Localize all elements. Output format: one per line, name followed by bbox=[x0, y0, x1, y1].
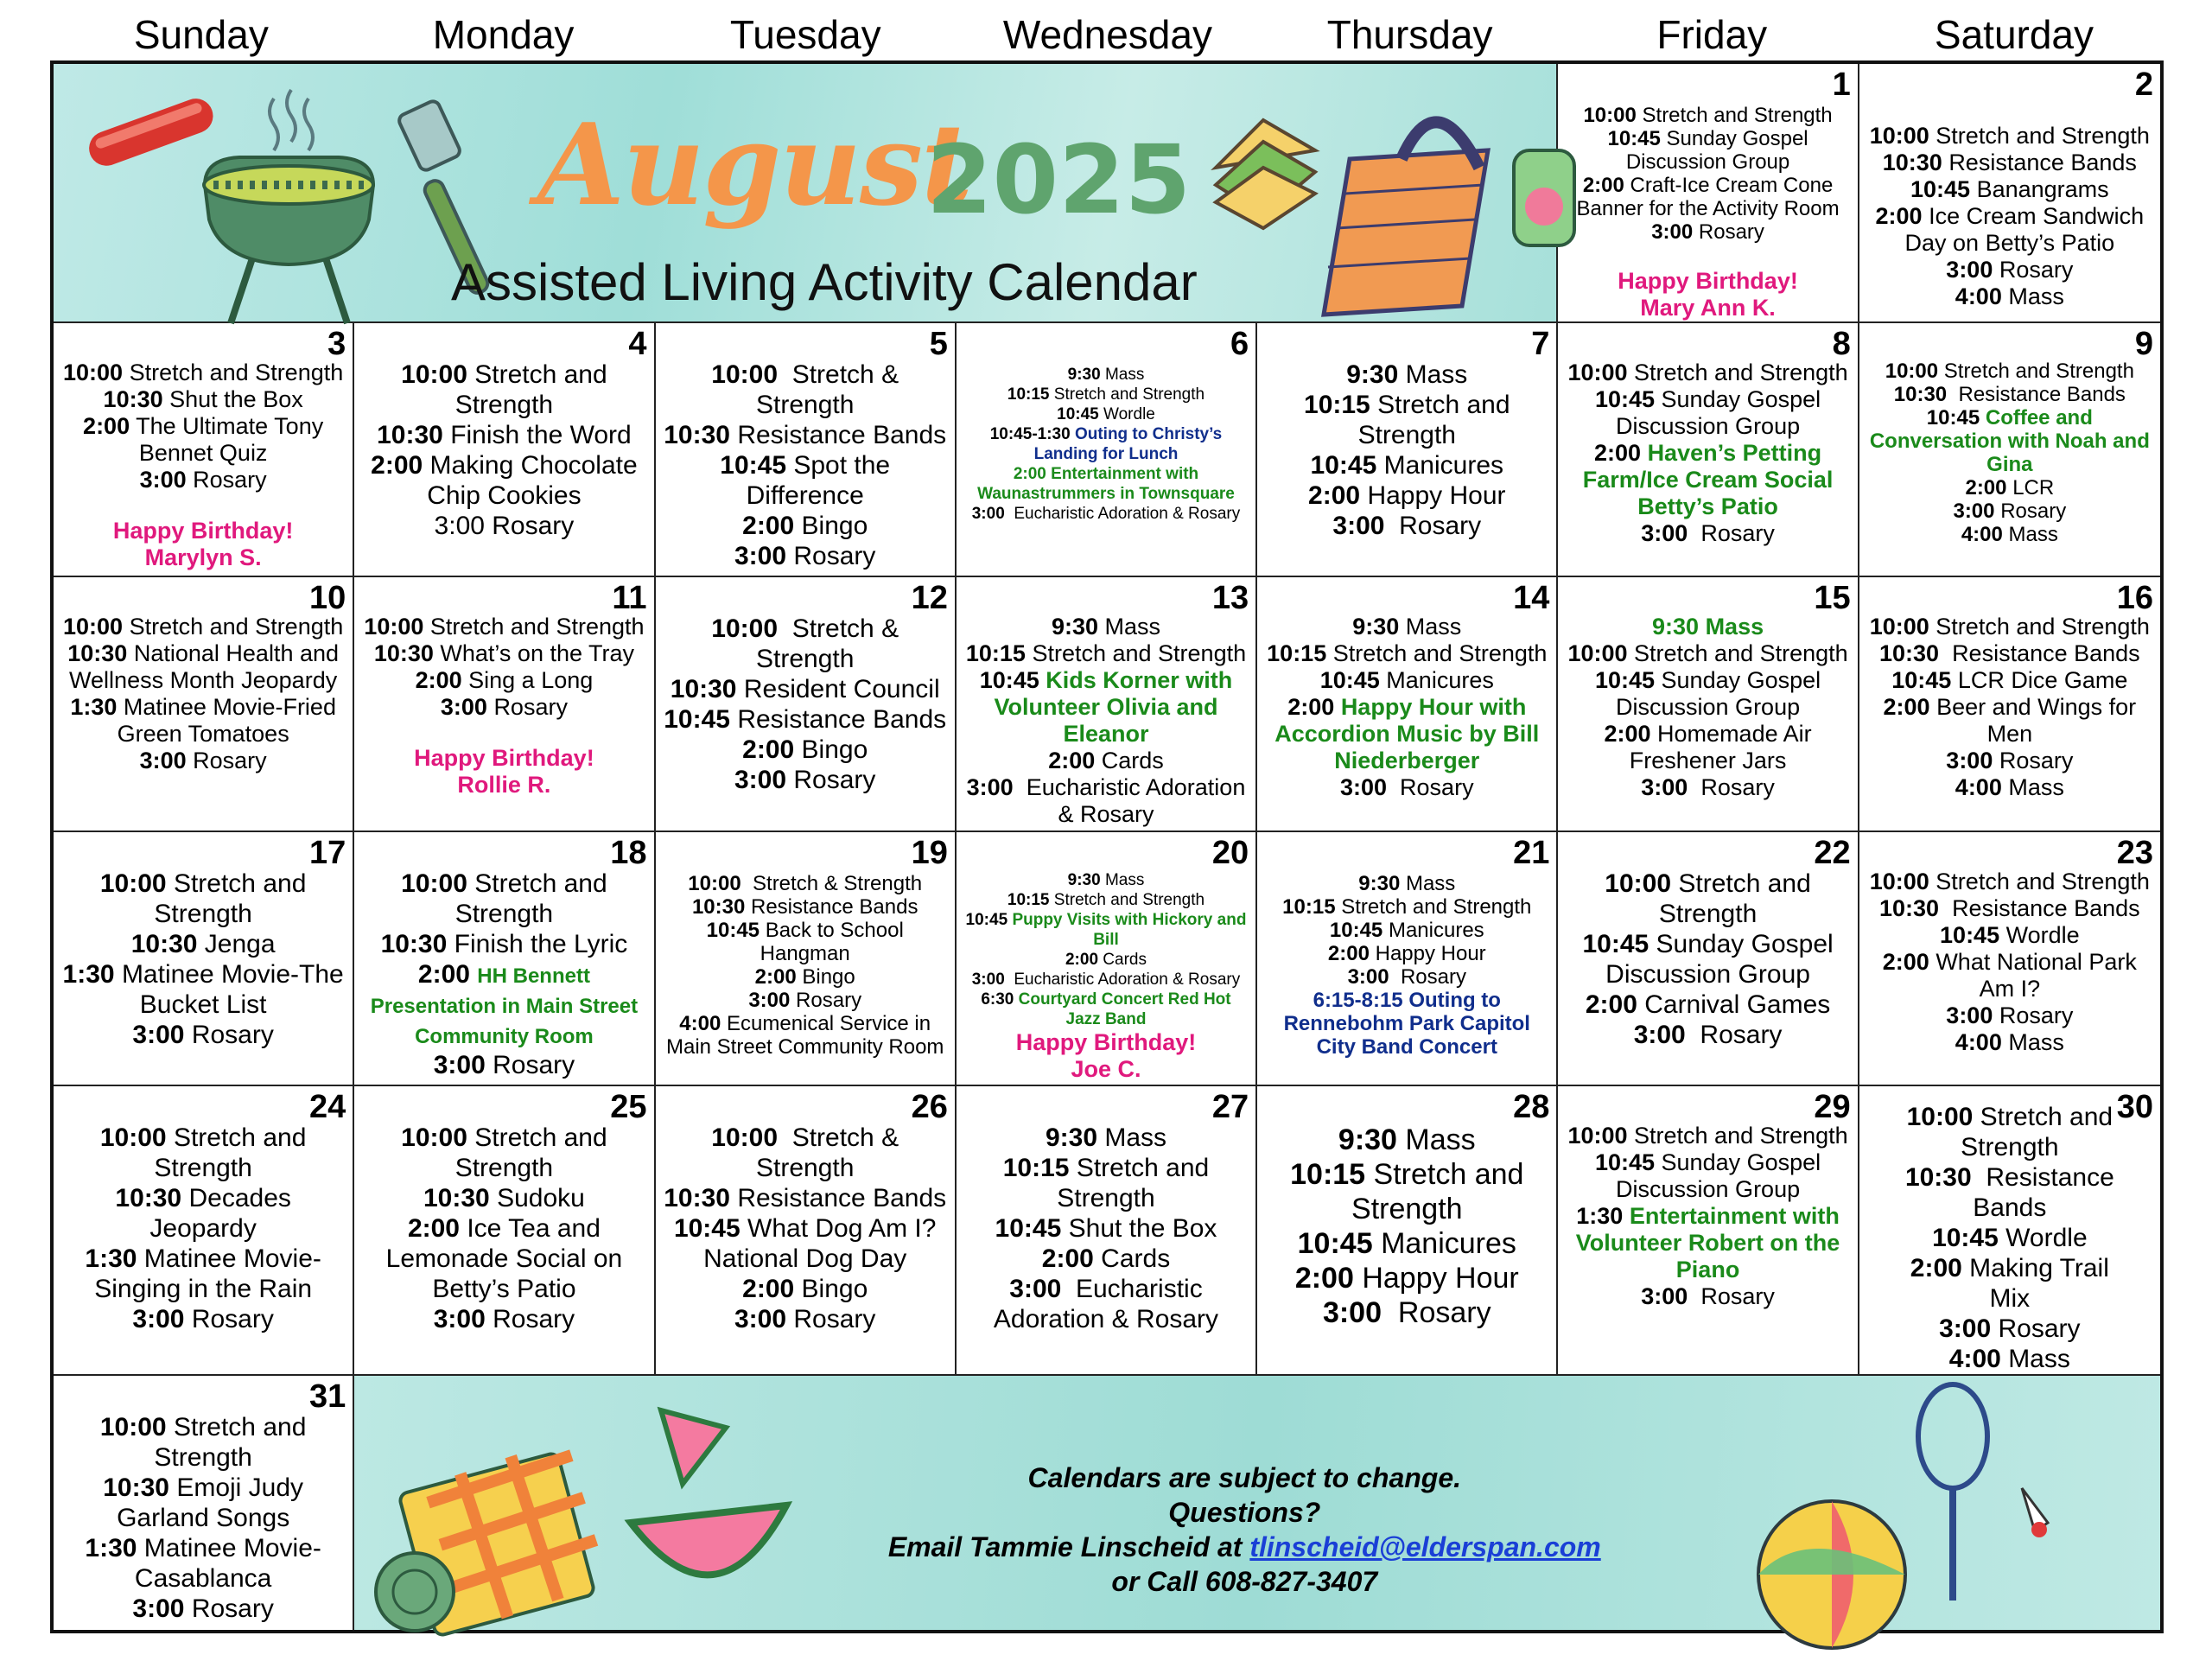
day-cell-31: 31 10:00 Stretch and Strength 10:30 Emoji Judy Garland Songs 1:30 Matinee Movie-Casablanca 3:00 Rosary bbox=[54, 1376, 354, 1630]
day-cell-1: 1 10:00 Stretch and Strength 10:45 Sunday Gospel Discussion Group 2:00 Craft-Ice Cream Cone Banner for the Activity Room 3:00 Rosary Happy Birthday! Mary Ann K. bbox=[1558, 64, 1859, 323]
banner-year: 2025 bbox=[926, 124, 1192, 235]
day-cell-23: 23 10:00 Stretch and Strength 10:30 Resistance Bands 10:45 Wordle 2:00 What National Park Am I? 3:00 Rosary 4:00 Mass bbox=[1859, 832, 2160, 1086]
day-cell-25: 25 10:00 Stretch and Strength 10:30 Sudoku 2:00 Ice Tea and Lemonade Social on Betty’s Patio 3:00 Rosary bbox=[354, 1086, 655, 1376]
day-number: 28 bbox=[1513, 1088, 1550, 1125]
day-cell-14: 14 9:30 Mass 10:15 Stretch and Strength 10:45 Manicures 2:00 Happy Hour with Accordion Music by Bill Niederberger 3:00 Rosary bbox=[1257, 577, 1558, 831]
day-cell-4: 4 10:00 Stretch and Strength 10:30 Finish the Word 2:00 Making Chocolate Chip Cookies 3:00 Rosary bbox=[354, 323, 655, 577]
birthday-name: Rollie R. bbox=[457, 772, 551, 799]
day-number: 9 bbox=[2134, 326, 2153, 362]
day-number: 24 bbox=[309, 1088, 346, 1125]
day-number: 25 bbox=[610, 1088, 647, 1125]
day-number: 18 bbox=[610, 834, 647, 871]
day-number: 16 bbox=[2116, 580, 2153, 617]
day-cell-19: 19 10:00 Stretch & Strength 10:30 Resistance Bands 10:45 Back to School Hangman 2:00 Bingo 3:00 Rosary 4:00 Ecumenical Service in Main Street Community Room bbox=[656, 832, 957, 1086]
day-number: 19 bbox=[911, 834, 948, 871]
day-number: 7 bbox=[1531, 326, 1550, 362]
sandwich-icon bbox=[1216, 120, 1315, 228]
banner-subtitle: Assisted Living Activity Calendar bbox=[451, 253, 1198, 311]
birthday-label: Happy Birthday! bbox=[414, 745, 594, 772]
weekday-monday: Monday bbox=[432, 12, 575, 57]
day-number: 17 bbox=[309, 834, 346, 871]
day-cell-7: 7 9:30 Mass 10:15 Stretch and Strength 10:45 Manicures 2:00 Happy Hour 3:00 Rosary bbox=[1257, 323, 1558, 577]
badminton-racket-icon bbox=[1918, 1384, 1987, 1601]
day-cell-20: 20 9:30 Mass 10:15 Stretch and Strength 10:45 Puppy Visits with Hickory and Bill 2:00 Cards 3:00 Eucharistic Adoration & Rosary 6:30 Courtyard Concert Red Hot Jazz Band Happy Birthday! Joe C. bbox=[957, 832, 1257, 1086]
weekday-tuesday: Tuesday bbox=[729, 12, 881, 57]
day-number: 14 bbox=[1513, 580, 1550, 617]
birthday-name: Joe C. bbox=[1071, 1055, 1141, 1082]
day-number: 10 bbox=[309, 580, 346, 617]
birthday-label: Happy Birthday! bbox=[1015, 1028, 1197, 1055]
weekday-header bbox=[50, 7, 2165, 59]
day-cell-10: 10 10:00 Stretch and Strength 10:30 National Health and Wellness Month Jeopardy 1:30 Matinee Movie-Fried Green Tomatoes 3:00 Rosary bbox=[54, 577, 354, 831]
calendar-grid bbox=[50, 60, 2164, 1633]
watermelon-slice-icon bbox=[631, 1410, 786, 1575]
beach-ball-icon bbox=[1758, 1501, 1905, 1648]
day-cell-28: 28 9:30 Mass 10:15 Stretch and Strength 10:45 Manicures 2:00 Happy Hour 3:00 Rosary bbox=[1257, 1086, 1558, 1376]
email-link[interactable]: tlinscheid@elderspan.com bbox=[1249, 1531, 1601, 1562]
day-cell-12: 12 10:00 Stretch & Strength 10:30 Resident Council 10:45 Resistance Bands 2:00 Bingo 3:00 Rosary bbox=[656, 577, 957, 831]
weekday-thursday: Thursday bbox=[1326, 12, 1493, 57]
day-number: 20 bbox=[1211, 834, 1249, 871]
day-cell-11: 11 10:00 Stretch and Strength 10:30 What’s on the Tray 2:00 Sing a Long 3:00 Rosary Happy Birthday! Rollie R. bbox=[354, 577, 655, 831]
day-cell-2: 2 10:00 Stretch and Strength 10:30 Resistance Bands 10:45 Banangrams 2:00 Ice Cream Sandwich Day on Betty’s Patio 3:00 Rosary 4:00 Mass bbox=[1859, 64, 2160, 323]
day-number: 30 bbox=[2116, 1088, 2153, 1125]
day-number: 4 bbox=[628, 326, 647, 362]
day-number: 12 bbox=[911, 580, 948, 617]
day-cell-8: 8 10:00 Stretch and Strength 10:45 Sunday Gospel Discussion Group 2:00 Haven’s Petting Farm/Ice Cream Social Betty’s Patio 3:00 Rosary bbox=[1558, 323, 1859, 577]
day-number: 8 bbox=[1832, 326, 1851, 362]
day-cell-6: 6 9:30 Mass 10:15 Stretch and Strength 10:45 Wordle 10:45-1:30 Outing to Christy’s Landing for Lunch 2:00 Entertainment with Waunastrummers in Townsquare 3:00 Eucharistic Adoration & Rosary bbox=[957, 323, 1257, 577]
day-number: 21 bbox=[1513, 834, 1550, 871]
birthday-label: Happy Birthday! bbox=[112, 518, 294, 544]
day-number: 6 bbox=[1230, 326, 1249, 362]
day-number: 15 bbox=[1814, 580, 1851, 617]
day-number: 13 bbox=[1211, 580, 1249, 617]
day-cell-16: 16 10:00 Stretch and Strength 10:30 Resistance Bands 10:45 LCR Dice Game 2:00 Beer and Wings for Men 3:00 Rosary 4:00 Mass bbox=[1859, 577, 2160, 831]
day-cell-30: 30 10:00 Stretch and Strength 10:30 Resistance Bands 10:45 Wordle 2:00 Making Trail Mix 3:00 Rosary 4:00 Mass bbox=[1859, 1086, 2160, 1376]
calendar-banner bbox=[54, 64, 1558, 323]
day-cell-26: 26 10:00 Stretch & Strength 10:30 Resistance Bands 10:45 What Dog Am I? National Dog Day 2:00 Bingo 3:00 Rosary bbox=[656, 1086, 957, 1376]
banner-month: August bbox=[537, 99, 972, 231]
weekday-sunday: Sunday bbox=[133, 12, 269, 57]
shuttlecock-icon bbox=[2022, 1488, 2048, 1537]
day-number: 29 bbox=[1814, 1088, 1851, 1125]
picnic-blanket-icon bbox=[376, 1449, 602, 1636]
calendar-footer bbox=[354, 1376, 2160, 1630]
day-cell-9: 9 10:00 Stretch and Strength 10:30 Resistance Bands 10:45 Coffee and Conversation with Noah and Gina 2:00 LCR 3:00 Rosary 4:00 Mass bbox=[1859, 323, 2160, 577]
footer-line-2: Questions? bbox=[1168, 1496, 1321, 1528]
grill-icon bbox=[204, 90, 373, 323]
day-cell-22: 22 10:00 Stretch and Strength 10:45 Sunday Gospel Discussion Group 2:00 Carnival Games 3:00 Rosary bbox=[1558, 832, 1859, 1086]
day-number: 23 bbox=[2116, 834, 2153, 871]
day-cell-24: 24 10:00 Stretch and Strength 10:30 Decades Jeopardy 1:30 Matinee Movie-Singing in the Rain 3:00 Rosary bbox=[54, 1086, 354, 1376]
picnic-basket-icon bbox=[1324, 122, 1488, 315]
day-number: 11 bbox=[612, 580, 647, 617]
day-cell-27: 27 9:30 Mass 10:15 Stretch and Strength 10:45 Shut the Box 2:00 Cards 3:00 Eucharistic Adoration & Rosary bbox=[957, 1086, 1257, 1376]
day-cell-18: 18 10:00 Stretch and Strength 10:30 Finish the Lyric 2:00 HH Bennett Presentation in Main Street Community Room 3:00 Rosary bbox=[354, 832, 655, 1086]
day-number: 2 bbox=[2134, 67, 2153, 103]
day-number: 27 bbox=[1211, 1088, 1249, 1125]
day-number: 31 bbox=[309, 1378, 346, 1415]
weekday-wednesday: Wednesday bbox=[1002, 12, 1212, 57]
day-cell-3: 3 10:00 Stretch and Strength 10:30 Shut the Box 2:00 The Ultimate Tony Bennet Quiz 3:00 Rosary Happy Birthday! Marylyn S. bbox=[54, 323, 354, 577]
weekday-saturday: Saturday bbox=[1934, 12, 2094, 57]
day-cell-15: 15 9:30 Mass 10:00 Stretch and Strength 10:45 Sunday Gospel Discussion Group 2:00 Homemade Air Freshener Jars 3:00 Rosary bbox=[1558, 577, 1859, 831]
day-number: 3 bbox=[327, 326, 346, 362]
day-cell-29: 29 10:00 Stretch and Strength 10:45 Sunday Gospel Discussion Group 1:30 Entertainment with Volunteer Robert on the Piano 3:00 Rosary bbox=[1558, 1086, 1859, 1376]
day-number: 5 bbox=[929, 326, 948, 362]
day-number: 22 bbox=[1814, 834, 1851, 871]
footer-line-1: Calendars are subject to change. bbox=[1027, 1461, 1462, 1493]
day-number: 26 bbox=[911, 1088, 948, 1125]
day-number: 1 bbox=[1832, 67, 1851, 103]
sausage-icon bbox=[85, 94, 219, 171]
day-cell-17: 17 10:00 Stretch and Strength 10:30 Jenga 1:30 Matinee Movie-The Bucket List 3:00 Rosary bbox=[54, 832, 354, 1086]
footer-contact bbox=[855, 1461, 1633, 1599]
weekday-friday: Friday bbox=[1656, 12, 1768, 57]
birthday-label: Happy Birthday! bbox=[1618, 268, 1798, 294]
day-cell-5: 5 10:00 Stretch & Strength 10:30 Resistance Bands 10:45 Spot the Difference 2:00 Bingo 3:00 Rosary bbox=[656, 323, 957, 577]
footer-line-4: or Call 608-827-3407 bbox=[1111, 1565, 1378, 1597]
day-cell-13: 13 9:30 Mass 10:15 Stretch and Strength 10:45 Kids Korner with Volunteer Olivia and Eleanor 2:00 Cards 3:00 Eucharistic Adoration & Rosary bbox=[957, 577, 1257, 831]
birthday-name: Mary Ann K. bbox=[1640, 295, 1776, 321]
day-cell-21: 21 9:30 Mass 10:15 Stretch and Strength 10:45 Manicures 2:00 Happy Hour 3:00 Rosary 6:15-8:15 Outing to Rennebohm Park Capitol City Band Concert bbox=[1257, 832, 1558, 1086]
birthday-name: Marylyn S. bbox=[144, 544, 262, 570]
footer-line-3: Email Tammie Linscheid at tlinscheid@elderspan.com bbox=[887, 1531, 1601, 1562]
